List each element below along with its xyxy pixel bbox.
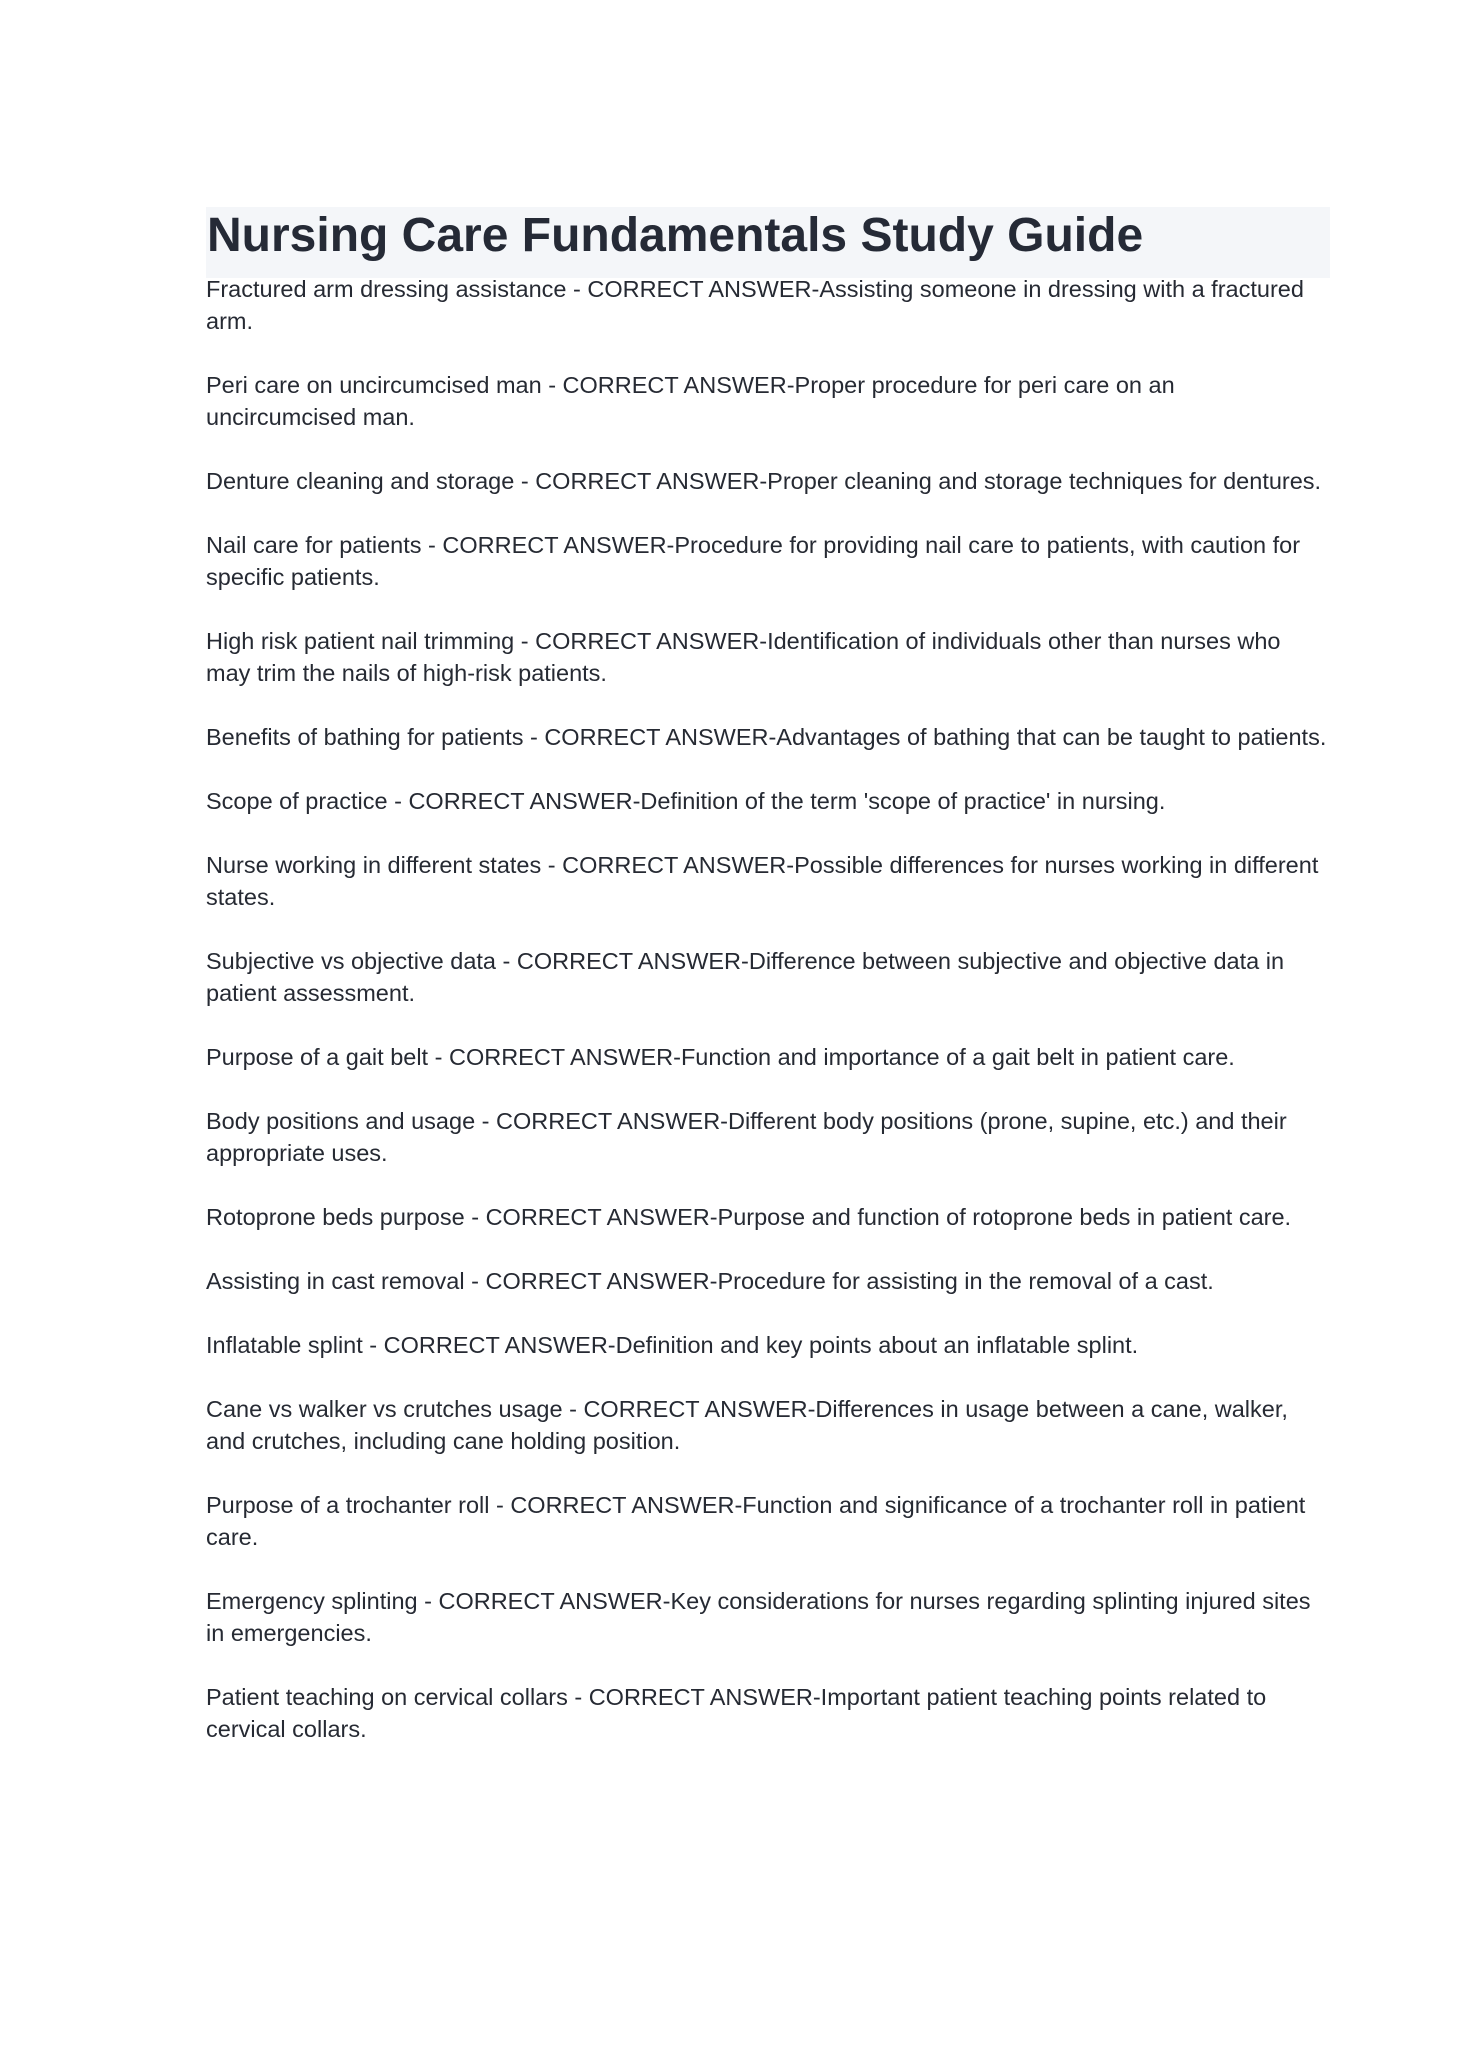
entry-fractured-arm-dressing: Fractured arm dressing assistance - CORRECT ANSWER-Assisting someone in dressing with a fractured arm. (206, 276, 1304, 334)
entry-cervical-collars: Patient teaching on cervical collars - CORRECT ANSWER-Important patient teaching points related to cervical collars. (206, 1684, 1267, 1742)
entry-gait-belt: Purpose of a gait belt - CORRECT ANSWER-Function and importance of a gait belt in patient care. (206, 1044, 1235, 1070)
entry-emergency-splinting: Emergency splinting - CORRECT ANSWER-Key considerations for nurses regarding splinting injured sites in emergencies. (206, 1588, 1311, 1646)
title-banner (206, 207, 1330, 278)
entry-body-positions: Body positions and usage - CORRECT ANSWER-Different body positions (prone, supine, etc.) and their appropriate uses. (206, 1108, 1287, 1166)
entry-subjective-objective-data: Subjective vs objective data - CORRECT ANSWER-Difference between subjective and objective data in patient assessment. (206, 948, 1285, 1006)
entry-peri-care: Peri care on uncircumcised man - CORRECT ANSWER-Proper procedure for peri care on an uncircumcised man. (206, 372, 1175, 430)
entry-trochanter-roll: Purpose of a trochanter roll - CORRECT ANSWER-Function and significance of a trochanter roll in patient care. (206, 1492, 1306, 1550)
entry-scope-of-practice: Scope of practice - CORRECT ANSWER-Definition of the term 'scope of practice' in nursing. (206, 788, 1166, 814)
entry-list (206, 273, 1330, 1777)
entry-high-risk-nail-trimming: High risk patient nail trimming - CORRECT ANSWER-Identification of individuals other than nurses who may trim the nails of high-risk patients. (206, 628, 1281, 686)
entry-bathing-benefits: Benefits of bathing for patients - CORRECT ANSWER-Advantages of bathing that can be taught to patients. (206, 724, 1327, 750)
entry-cane-walker-crutches: Cane vs walker vs crutches usage - CORRECT ANSWER-Differences in usage between a cane, walker, and crutches, including cane holding position. (206, 1396, 1288, 1454)
entry-cast-removal: Assisting in cast removal - CORRECT ANSWER-Procedure for assisting in the removal of a cast. (206, 1268, 1214, 1294)
document-page (206, 207, 1330, 1742)
page-title: Nursing Care Fundamentals Study Guide (207, 209, 1144, 262)
entry-nail-care: Nail care for patients - CORRECT ANSWER-Procedure for providing nail care to patients, with caution for specific patients. (206, 532, 1301, 590)
entry-denture-cleaning: Denture cleaning and storage - CORRECT ANSWER-Proper cleaning and storage techniques for dentures. (206, 468, 1322, 494)
entry-inflatable-splint: Inflatable splint - CORRECT ANSWER-Definition and key points about an inflatable splint. (206, 1332, 1139, 1358)
entry-nurse-different-states: Nurse working in different states - CORRECT ANSWER-Possible differences for nurses working in different states. (206, 852, 1319, 910)
entry-rotoprone-beds: Rotoprone beds purpose - CORRECT ANSWER-Purpose and function of rotoprone beds in patient care. (206, 1204, 1292, 1230)
